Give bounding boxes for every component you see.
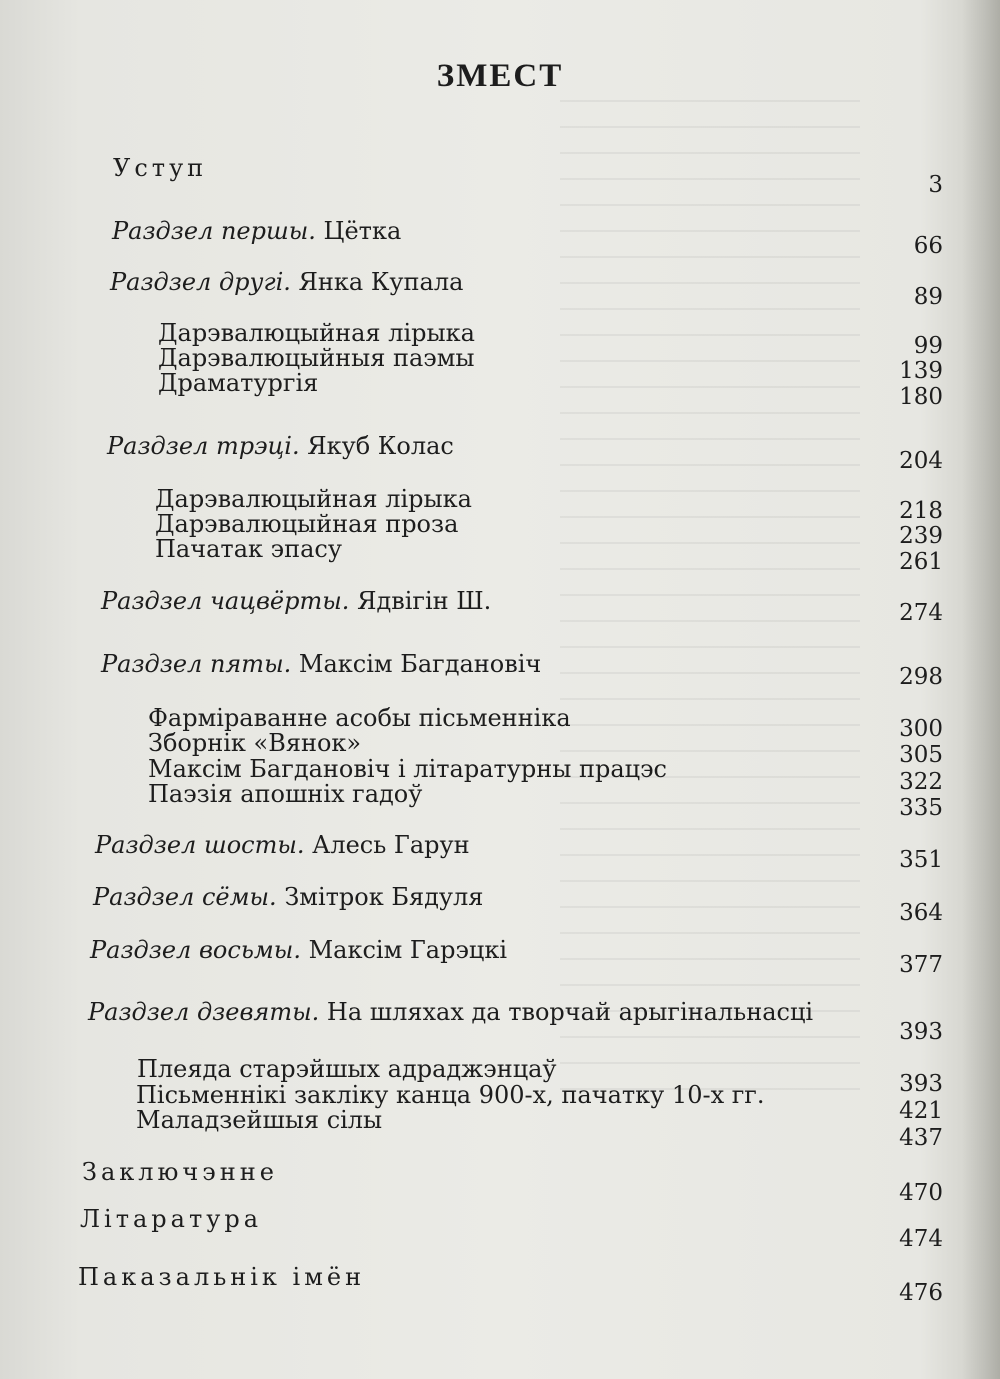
toc-subentry: Паэзія апошніх гадоў xyxy=(148,780,423,808)
toc-entry-index: Паказальнік імён xyxy=(78,1263,366,1291)
page-title: ЗМЕСТ xyxy=(436,58,564,94)
toc-page-number: 322 xyxy=(899,769,943,795)
toc-entry-text: Максім Багдановіч xyxy=(298,650,542,678)
toc-page-number: 3 xyxy=(928,172,943,198)
toc-subentry: Дарэвалюцыйная лірыка xyxy=(155,485,472,513)
toc-subentry: Фарміраванне асобы пісьменніка xyxy=(148,704,571,732)
toc-page-number: 305 xyxy=(899,742,943,768)
toc-subentry: Плеяда старэйшых адраджэнцаў xyxy=(137,1055,557,1083)
toc-entry-text: Якуб Колас xyxy=(307,432,454,460)
toc-entry-chapter-9 xyxy=(88,1000,813,1024)
toc-page-number: 364 xyxy=(899,900,943,926)
toc-entry-conclusion: Заключэнне xyxy=(82,1158,278,1186)
toc-entry-text: Уступ xyxy=(113,154,208,182)
toc-entry-chapter-1 xyxy=(112,219,401,243)
toc-subentry: Маладзейшыя сілы xyxy=(136,1106,383,1134)
toc-entry-chapter-2 xyxy=(110,270,463,294)
toc-chapter-label: Раздзел пяты. xyxy=(101,650,292,678)
toc-chapter-label: Раздзел трэці. xyxy=(107,432,300,460)
toc-chapter-label: Раздзел восьмы. xyxy=(90,936,301,964)
toc-page-number: 261 xyxy=(899,549,943,575)
toc-entry-intro xyxy=(113,156,207,180)
toc-page-number: 99 xyxy=(913,333,943,359)
toc-subentry: Зборнік «Вянок» xyxy=(148,729,362,757)
toc-page-number: 421 xyxy=(899,1098,943,1124)
toc-entry-chapter-6 xyxy=(95,833,470,857)
toc-subentry: Драматургія xyxy=(158,369,319,397)
toc-page-number: 89 xyxy=(913,284,943,310)
toc-page-number: 437 xyxy=(899,1125,943,1151)
toc-subentry: Дарэвалюцыйная проза xyxy=(155,510,459,538)
toc-entry-text: Алесь Гарун xyxy=(312,831,470,859)
toc-entry-chapter-4 xyxy=(101,589,491,613)
toc-page-number: 298 xyxy=(899,664,943,690)
toc-page-number: 218 xyxy=(899,498,943,524)
toc-page-number: 393 xyxy=(899,1019,943,1045)
toc-chapter-label: Раздзел дзевяты. xyxy=(88,998,320,1026)
toc-chapter-label: Раздзел сёмы. xyxy=(93,883,277,911)
toc-chapter-label: Раздзел першы. xyxy=(112,217,316,245)
toc-subentry: Пісьменнікі закліку канца 900-х, пачатку 10-х гг. xyxy=(136,1081,765,1109)
toc-entry-chapter-7 xyxy=(93,885,483,909)
toc-page-number: 476 xyxy=(899,1280,943,1306)
toc-page-number: 239 xyxy=(899,523,943,549)
toc-entry-chapter-5 xyxy=(101,652,541,676)
toc-chapter-label: Раздзел чацвёрты. xyxy=(101,587,350,615)
toc-page-number: 66 xyxy=(913,233,943,259)
toc-entry-text: Янка Купала xyxy=(298,268,464,296)
toc-page-number: 377 xyxy=(899,952,943,978)
toc-page-number: 474 xyxy=(899,1226,943,1252)
toc-page-number: 300 xyxy=(899,716,943,742)
show-through-text xyxy=(560,90,860,1090)
toc-page-number: 393 xyxy=(899,1071,943,1097)
toc-entry-chapter-3 xyxy=(107,434,454,458)
toc-subentry: Максім Багдановіч і літаратурны працэс xyxy=(148,755,667,783)
toc-entry-text: Цётка xyxy=(323,217,402,245)
toc-entry-literature: Літаратура xyxy=(80,1205,263,1233)
toc-entry-chapter-8 xyxy=(90,938,507,962)
toc-entry-text: Максім Гарэцкі xyxy=(308,936,508,964)
toc-page-number: 470 xyxy=(899,1180,943,1206)
toc-chapter-label: Раздзел другі. xyxy=(110,268,291,296)
toc-subentry: Дарэвалюцыйная лірыка xyxy=(158,319,475,347)
toc-page-number: 139 xyxy=(899,358,943,384)
toc-entry-text: Ядвігін Ш. xyxy=(357,587,492,615)
toc-entry-text: Змітрок Бядуля xyxy=(284,883,484,911)
toc-entry-text: На шляхах да творчай арыгінальнасці xyxy=(326,998,814,1026)
toc-page-number: 274 xyxy=(899,600,943,626)
toc-page-number: 180 xyxy=(899,384,943,410)
toc-subentry: Пачатак эпасу xyxy=(155,535,342,563)
toc-page-number: 335 xyxy=(899,795,943,821)
toc-page-number: 351 xyxy=(899,847,943,873)
page-edge-shadow xyxy=(962,0,1000,1379)
toc-chapter-label: Раздзел шосты. xyxy=(95,831,305,859)
toc-page-number: 204 xyxy=(899,448,943,474)
toc-subentry: Дарэвалюцыйныя паэмы xyxy=(158,344,475,372)
